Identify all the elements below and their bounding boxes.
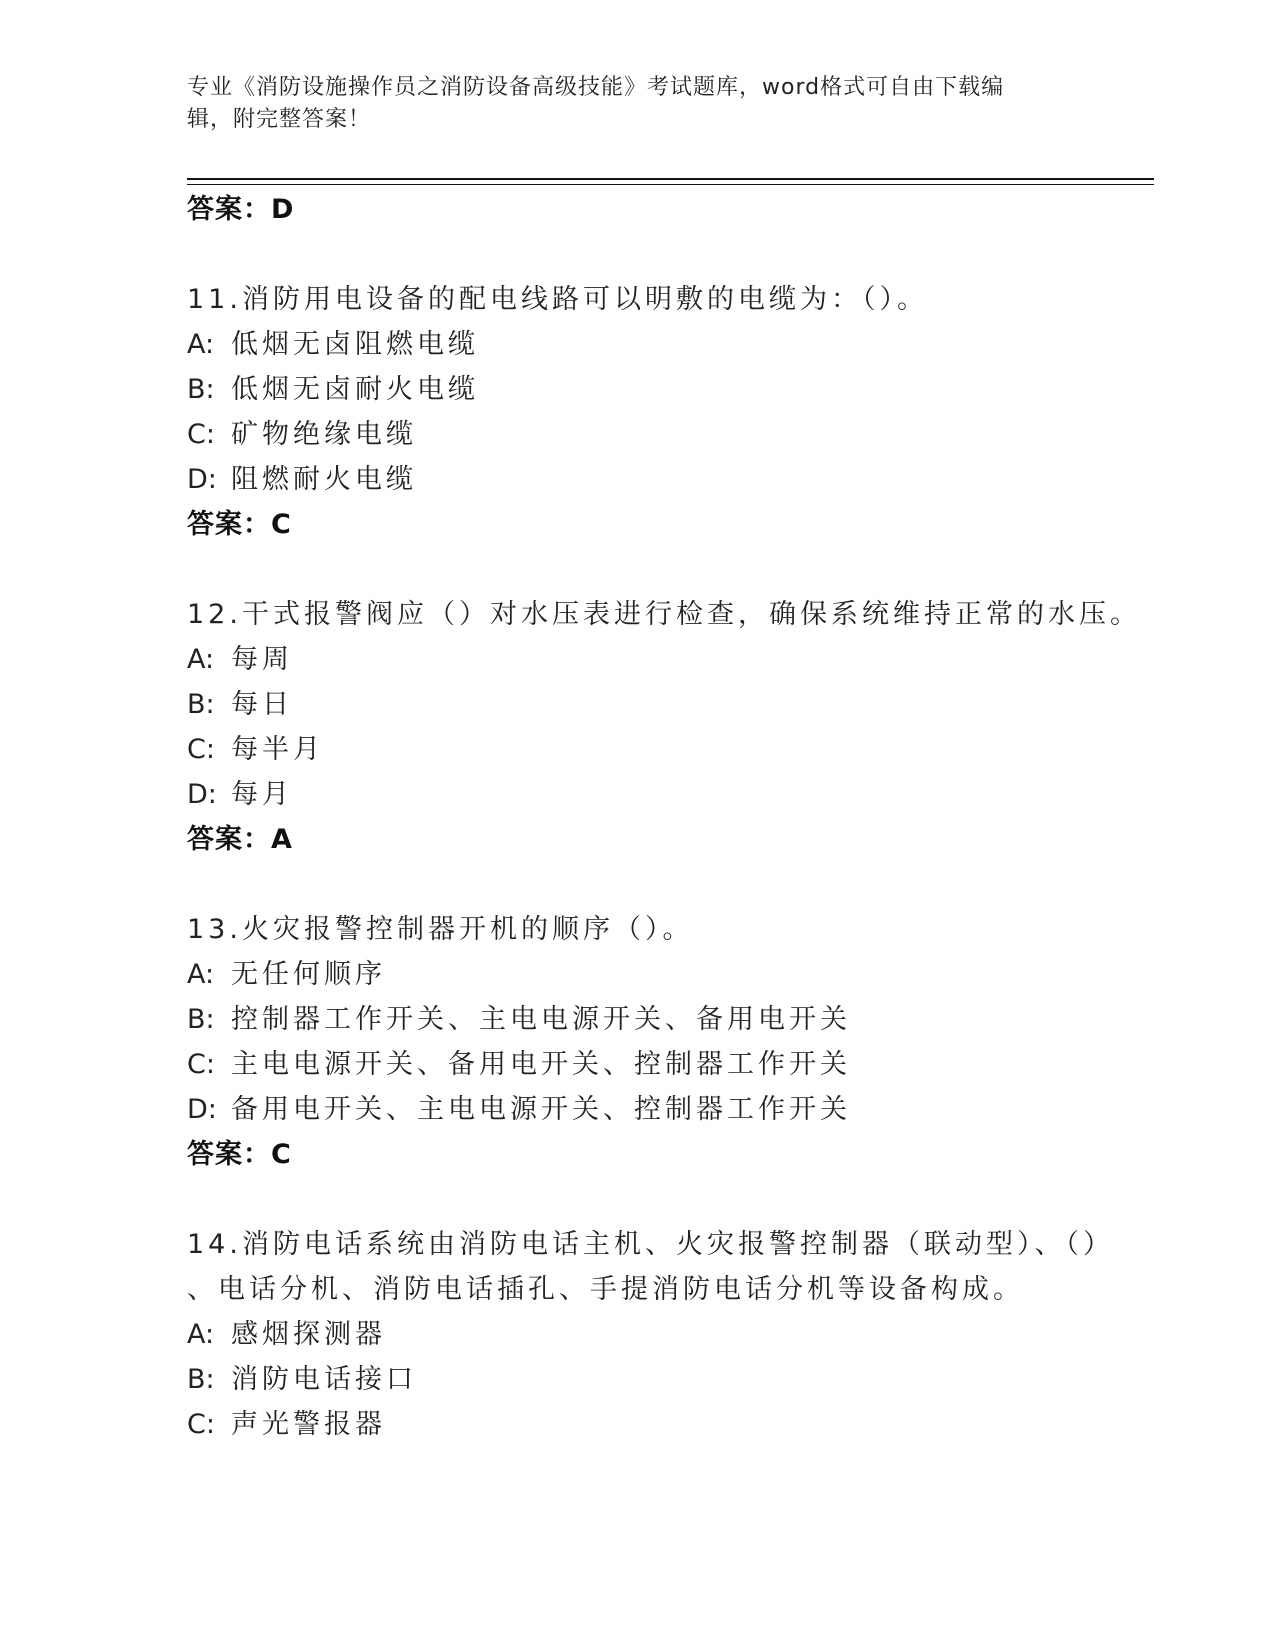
header-line-1: 专业《消防设施操作员之消防设备高级技能》考试题库，word格式可自由下载编 xyxy=(187,75,1005,100)
header-line-2: 辑，附完整答案！ xyxy=(187,107,372,132)
option-label: B: xyxy=(187,1004,215,1035)
option-label: D: xyxy=(187,779,217,810)
option-label: C: xyxy=(187,1409,215,1440)
option-d xyxy=(187,457,1147,502)
option-text: 低烟无卤耐火电缆 xyxy=(231,374,479,405)
option-a xyxy=(187,637,1147,682)
option-text: 阻燃耐火电缆 xyxy=(231,464,417,495)
option-b xyxy=(187,997,1147,1042)
option-text: 低烟无卤阻燃电缆 xyxy=(231,329,479,360)
option-b xyxy=(187,682,1147,727)
question-12 xyxy=(187,592,1147,863)
option-label: A: xyxy=(187,1319,215,1350)
question-text: 11.消防用电设备的配电线路可以明敷的电缆为：（）。 xyxy=(187,284,928,315)
option-a xyxy=(187,952,1147,997)
answer: 答案：C xyxy=(187,1139,292,1170)
question-text-line-1: 14.消防电话系统由消防电话主机、火灾报警控制器（联动型）、（） xyxy=(187,1229,1114,1260)
option-label: A: xyxy=(187,644,215,675)
option-b xyxy=(187,367,1147,412)
question-text: 12.干式报警阀应（）对水压表进行检查，确保系统维持正常的水压。 xyxy=(187,599,1141,630)
document-header xyxy=(187,72,1067,136)
option-text: 控制器工作开关、主电电源开关、备用电开关 xyxy=(231,1004,851,1035)
option-text: 主电电源开关、备用电开关、控制器工作开关 xyxy=(231,1049,851,1080)
question-11 xyxy=(187,277,1147,548)
option-text: 感烟探测器 xyxy=(231,1319,386,1350)
option-text: 每半月 xyxy=(231,734,324,765)
option-d xyxy=(187,772,1147,817)
answer: 答案：A xyxy=(187,824,293,855)
question-text: 13.火灾报警控制器开机的顺序（）。 xyxy=(187,914,694,945)
option-text: 每周 xyxy=(231,644,293,675)
question-14 xyxy=(187,1222,1147,1447)
option-label: A: xyxy=(187,329,215,360)
option-label: B: xyxy=(187,689,215,720)
option-text: 矿物绝缘电缆 xyxy=(231,419,417,450)
option-text: 声光警报器 xyxy=(231,1409,386,1440)
question-text-line-2: 、电话分机、消防电话插孔、手提消防电话分机等设备构成。 xyxy=(187,1274,1024,1305)
option-label: D: xyxy=(187,1094,217,1125)
option-text: 每月 xyxy=(231,779,293,810)
option-a xyxy=(187,1312,1147,1357)
option-text: 备用电开关、主电电源开关、控制器工作开关 xyxy=(231,1094,851,1125)
option-a xyxy=(187,322,1147,367)
option-label: D: xyxy=(187,464,217,495)
question-list xyxy=(187,187,1147,1447)
option-label: C: xyxy=(187,1049,215,1080)
option-c xyxy=(187,1042,1147,1087)
option-text: 无任何顺序 xyxy=(231,959,386,990)
option-c xyxy=(187,412,1147,457)
option-label: A: xyxy=(187,959,215,990)
option-label: C: xyxy=(187,734,215,765)
header-divider-thin xyxy=(187,184,1154,185)
option-c xyxy=(187,727,1147,772)
option-b xyxy=(187,1357,1147,1402)
option-label: B: xyxy=(187,1364,215,1395)
question-13 xyxy=(187,907,1147,1178)
option-text: 消防电话接口 xyxy=(231,1364,417,1395)
option-label: C: xyxy=(187,419,215,450)
option-d xyxy=(187,1087,1147,1132)
option-text: 每日 xyxy=(231,689,293,720)
previous-answer: 答案：D xyxy=(187,194,295,225)
option-c xyxy=(187,1402,1147,1447)
header-divider-thick xyxy=(187,178,1154,180)
option-label: B: xyxy=(187,374,215,405)
answer: 答案：C xyxy=(187,509,292,540)
